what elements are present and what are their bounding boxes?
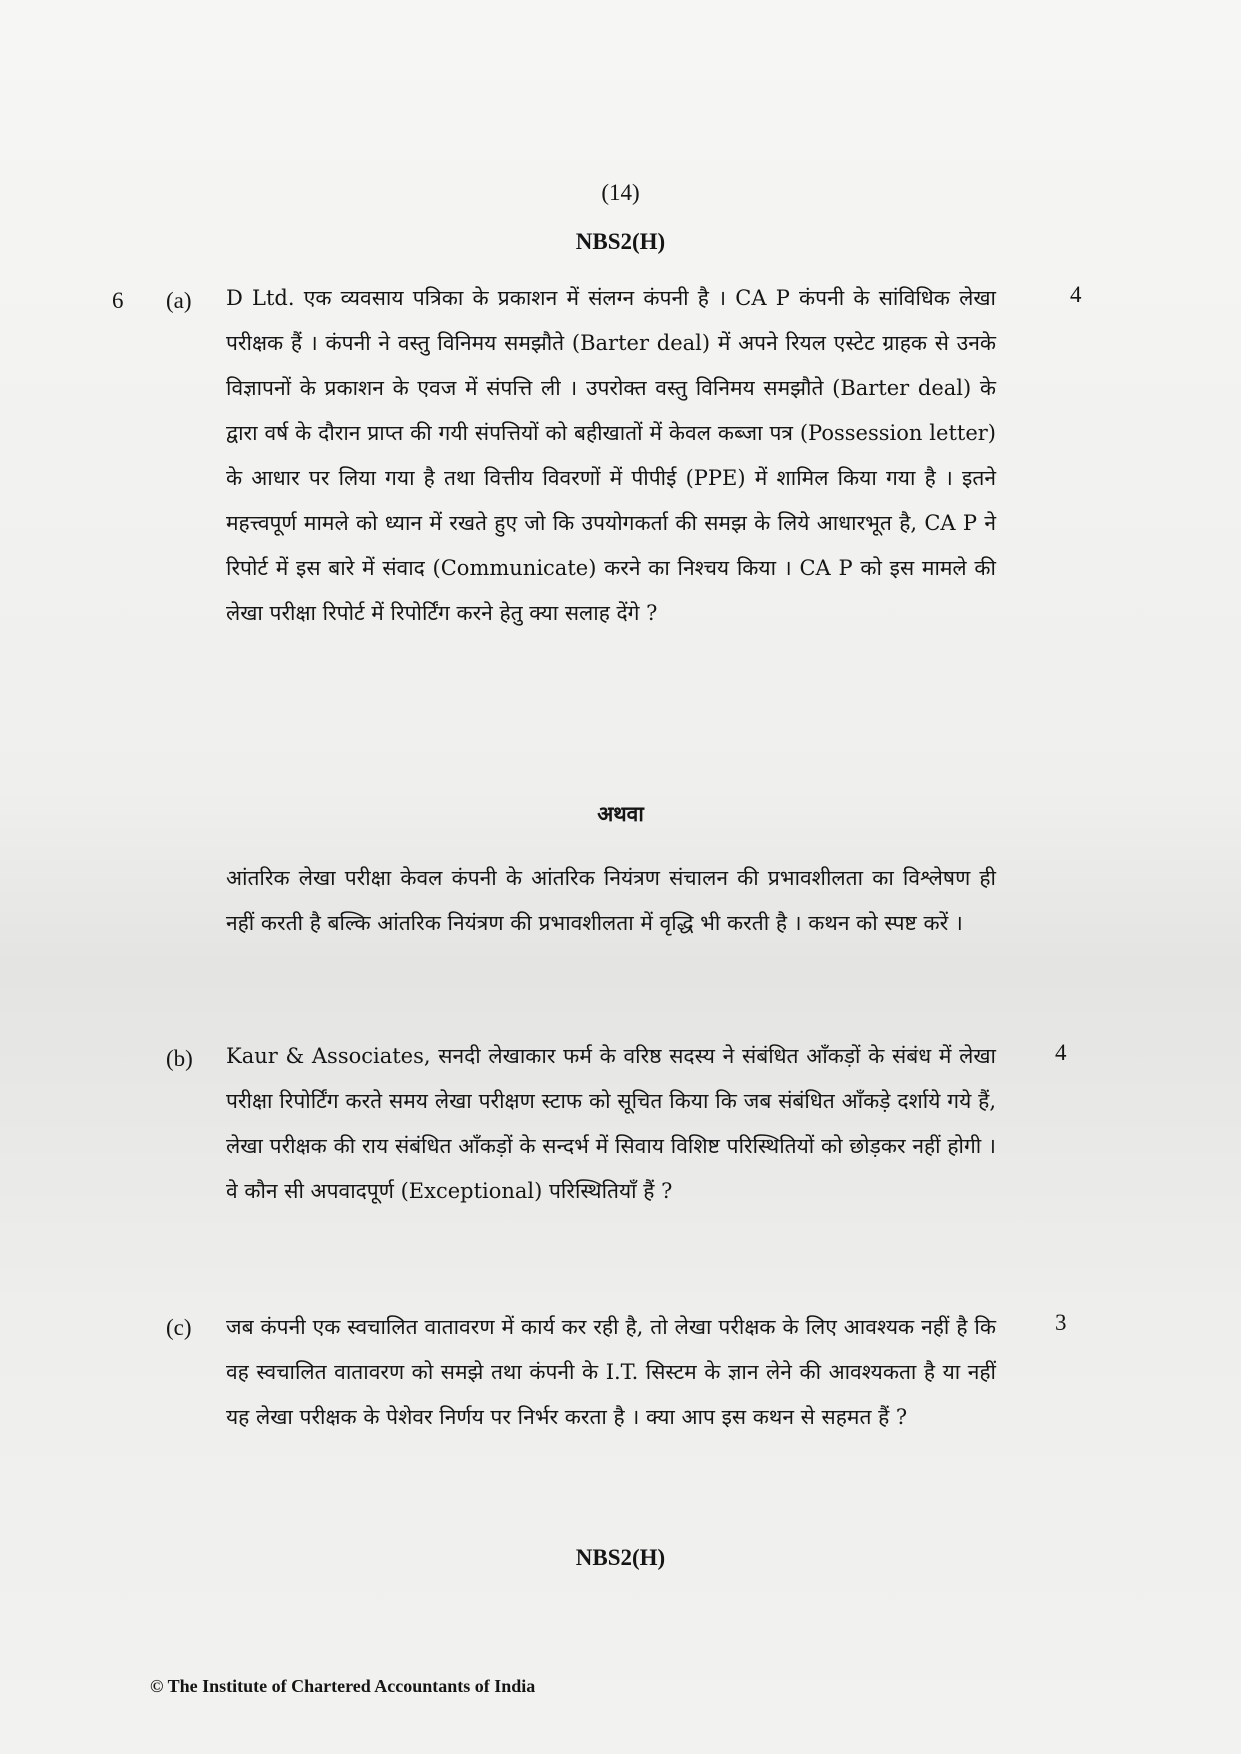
or-question-text: आंतरिक लेखा परीक्षा केवल कंपनी के आंतरिक नियंत्रण संचालन की प्रभावशीलता का विश्लेषण ही नहीं करती है बल्कि आंतरिक नियंत्रण की प्रभावशीलता में वृद्धि भी करती है । कथन को स्पष्ट करें । (226, 866, 996, 935)
part-c-marks: 3 (1055, 1310, 1067, 1335)
part-b-text: Kaur & Associates, सनदी लेखाकार फर्म के वरिष्ठ सदस्य ने संबंधित आँकड़ों के संबंध में लेखा परीक्षा रिपोर्टिंग करते समय लेखा परीक्षण स्टाफ को सूचित किया कि जब संबंधित आँकड़े दर्शाये गये हैं, लेखा परीक्षक की राय संबंधित आँकड़ों के सन्दर्भ में सिवाय विशिष्ट परिस्थितियों को छोड़कर नहीं होगी । वे कौन सी अपवादपूर्ण (Exceptional) परिस्थितियाँ हैं ? (226, 1044, 996, 1203)
question-number: 6 (112, 288, 124, 313)
part-a-label: (a) (166, 288, 192, 313)
paper-code-header: NBS2(H) (575, 229, 666, 254)
part-b-marks: 4 (1055, 1040, 1067, 1065)
part-b-label: (b) (166, 1046, 193, 1071)
paper-code-footer: NBS2(H) (575, 1545, 666, 1570)
copyright-notice: © The Institute of Chartered Accountants of India (150, 1676, 536, 1696)
part-a-marks: 4 (1070, 282, 1082, 307)
part-c-text: जब कंपनी एक स्वचालित वातावरण में कार्य कर रही है, तो लेखा परीक्षक के लिए आवश्यक नहीं है कि वह स्वचालित वातावरण को समझे तथा कंपनी के I.T. सिस्टम के ज्ञान लेने की आवश्यकता है या नहीं यह लेखा परीक्षक के पेशेवर निर्णय पर निर्भर करता है । क्या आप इस कथन से सहमत हैं ? (226, 1315, 996, 1429)
page-number: (14) (601, 180, 640, 205)
part-c-label: (c) (166, 1315, 192, 1340)
or-label: अथवा (597, 801, 644, 826)
part-a-text: D Ltd. एक व्यवसाय पत्रिका के प्रकाशन में संलग्न कंपनी है । CA P कंपनी के सांविधिक लेखा परीक्षक हैं । कंपनी ने वस्तु विनिमय समझौते (Barter deal) में अपने रियल एस्टेट ग्राहक से उनके विज्ञापनों के प्रकाशन के एवज में संपत्ति ली । उपरोक्त वस्तु विनिमय समझौते (Barter deal) के द्वारा वर्ष के दौरान प्राप्त की गयी संपत्तियों को बहीखातों में केवल कब्जा पत्र (Possession letter) के आधार पर लिया गया है तथा वित्तीय विवरणों में पीपीई (PPE) में शामिल किया गया है । इतने महत्त्वपूर्ण मामले को ध्यान में रखते हुए जो कि उपयोगकर्ता की समझ के लिये आधारभूत है, CA P ने रिपोर्ट में इस बारे में संवाद (Communicate) करने का निश्चय किया । CA P को इस मामले की लेखा परीक्षा रिपोर्ट में रिपोर्टिंग करने हेतु क्या सलाह देंगे ? (226, 286, 996, 625)
